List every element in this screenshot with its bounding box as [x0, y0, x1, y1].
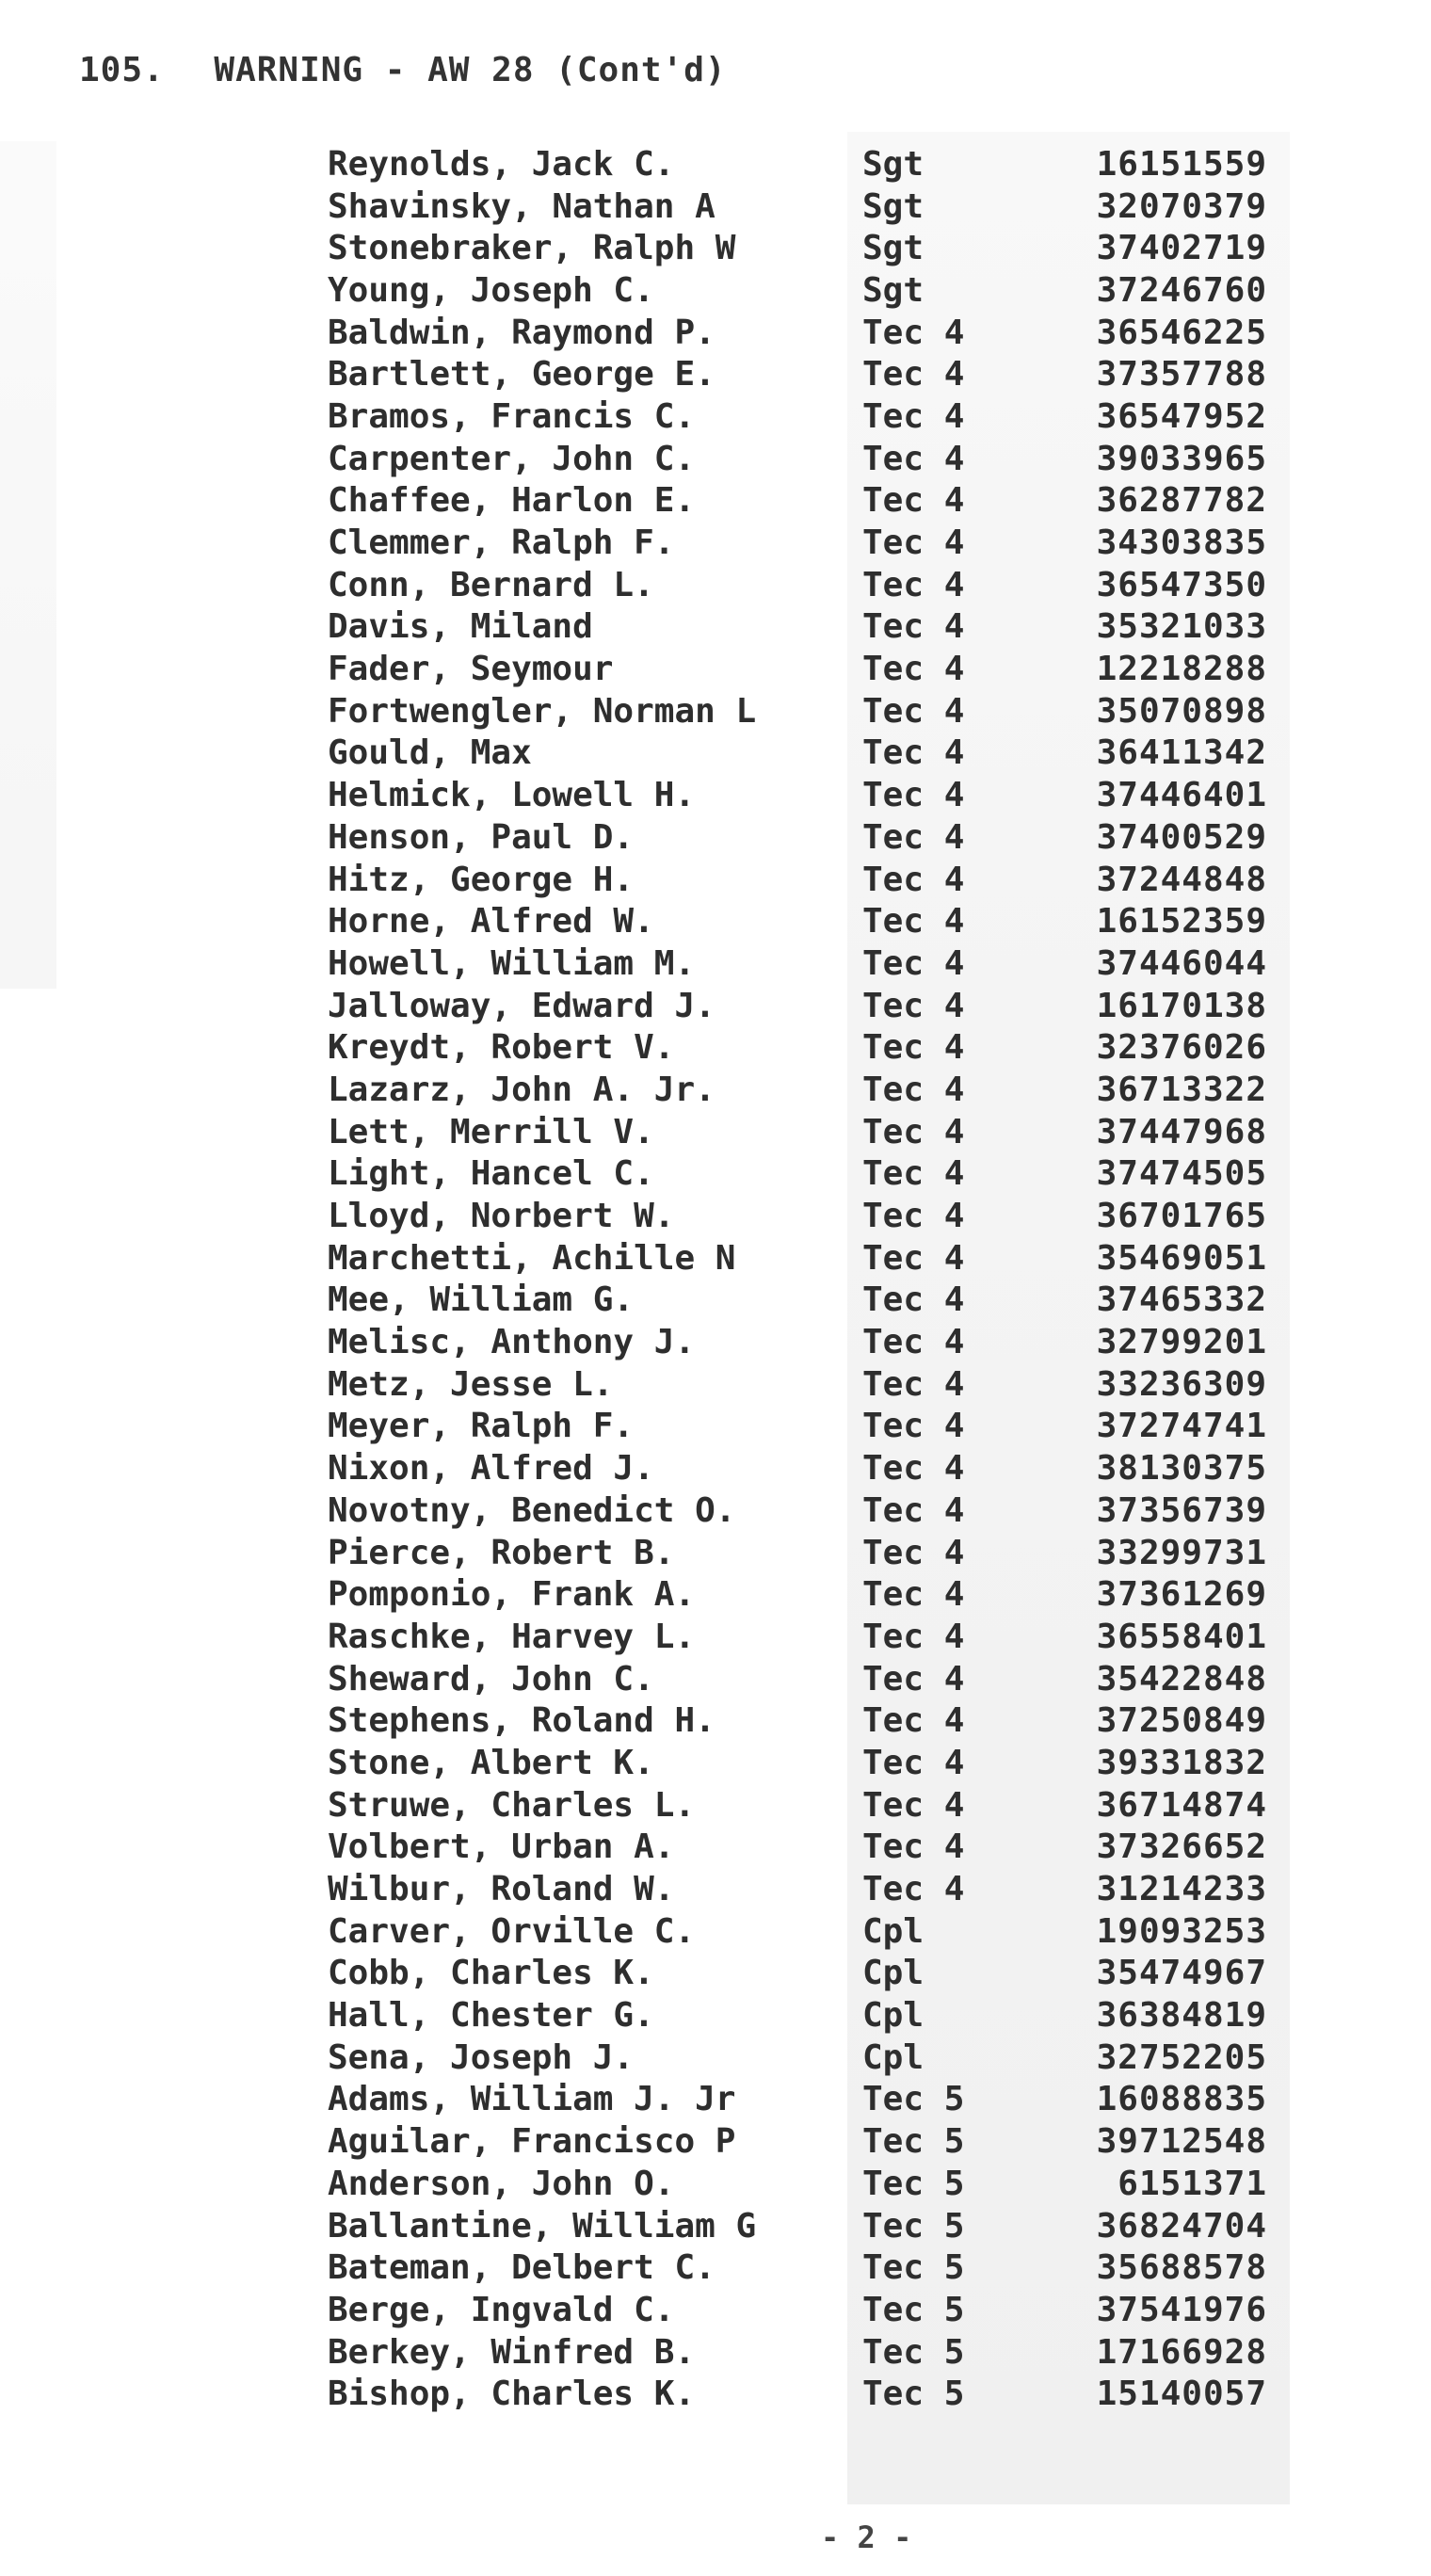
- roster-name: Aguilar, Francisco P: [328, 2122, 736, 2162]
- roster-name: Hall, Chester G.: [328, 1996, 654, 2036]
- roster-row: [328, 942, 1288, 985]
- roster-name: Stonebraker, Ralph W: [328, 229, 736, 268]
- roster-rank: Tec 5: [862, 2206, 965, 2246]
- roster-rank: Tec 4: [862, 1238, 965, 1278]
- roster-row: [328, 2163, 1288, 2205]
- roster-name: Horne, Alfred W.: [328, 902, 654, 942]
- roster-rank: Tec 4: [862, 1112, 965, 1151]
- roster-rank: Sgt: [862, 186, 925, 226]
- roster-row: [328, 1742, 1288, 1784]
- document-heading: [79, 51, 727, 89]
- roster-rank: Tec 4: [862, 817, 965, 857]
- roster-rank: Tec 4: [862, 1870, 965, 1909]
- roster-rank: Tec 4: [862, 943, 965, 983]
- roster-rank: Tec 4: [862, 1154, 965, 1194]
- roster-row: [328, 2079, 1288, 2121]
- roster-row: [328, 1532, 1288, 1574]
- roster-name: Mee, William G.: [328, 1280, 635, 1320]
- roster-name: Bartlett, George E.: [328, 355, 716, 394]
- roster-name: Raschke, Harvey L.: [328, 1617, 696, 1656]
- roster-row: [328, 648, 1288, 690]
- roster-row: [328, 1447, 1288, 1489]
- roster-name: Howell, William M.: [328, 943, 696, 983]
- roster-row: [328, 1953, 1288, 1995]
- roster-row: [328, 1363, 1288, 1406]
- roster-rank: Tec 4: [862, 902, 965, 942]
- roster-serial-number: 33299731: [1096, 1533, 1267, 1572]
- roster-name: Sena, Joseph J.: [328, 2037, 635, 2077]
- roster-row: [328, 900, 1288, 942]
- roster-row: [328, 2120, 1288, 2163]
- roster-row: [328, 1658, 1288, 1700]
- roster-name: Berge, Ingvald C.: [328, 2290, 675, 2329]
- roster-name: Chaffee, Harlon E.: [328, 481, 696, 521]
- roster-rank: Tec 4: [862, 439, 965, 478]
- roster-rank: Sgt: [862, 144, 925, 184]
- roster-serial-number: 34303835: [1096, 523, 1267, 563]
- roster-name: Young, Joseph C.: [328, 270, 654, 310]
- roster-rank: Tec 4: [862, 1743, 965, 1782]
- roster-serial-number: 37250849: [1096, 1701, 1267, 1741]
- roster-rank: Tec 4: [862, 1827, 965, 1867]
- roster-row: [328, 395, 1288, 438]
- roster-rank: Tec 4: [862, 1197, 965, 1236]
- roster-rank: Tec 4: [862, 1701, 965, 1741]
- roster-serial-number: 32799201: [1096, 1323, 1267, 1362]
- roster-rank: Tec 4: [862, 776, 965, 815]
- roster-name: Fortwengler, Norman L: [328, 691, 757, 731]
- roster-serial-number: 37357788: [1096, 355, 1267, 394]
- roster-rank: Tec 4: [862, 1449, 965, 1489]
- roster-row: [328, 1699, 1288, 1742]
- roster-name: Metz, Jesse L.: [328, 1364, 614, 1404]
- roster-rank: Tec 4: [862, 355, 965, 394]
- roster-serial-number: 36287782: [1096, 481, 1267, 521]
- heading-title: WARNING - AW 28 (Cont'd): [214, 51, 727, 89]
- roster-name: Hitz, George H.: [328, 860, 635, 899]
- roster-serial-number: 36547350: [1096, 565, 1267, 604]
- roster-row: [328, 1280, 1288, 1322]
- roster-rank: Tec 4: [862, 1364, 965, 1404]
- roster-row: [328, 1827, 1288, 1869]
- roster-serial-number: 37465332: [1096, 1280, 1267, 1320]
- roster-rank: Cpl: [862, 1911, 925, 1951]
- roster-row: [328, 2205, 1288, 2247]
- roster-serial-number: 39331832: [1096, 1743, 1267, 1782]
- roster-name: Baldwin, Raymond P.: [328, 313, 716, 352]
- roster-rank: Tec 4: [862, 565, 965, 604]
- roster-rank: Tec 4: [862, 1785, 965, 1825]
- roster-serial-number: 37326652: [1096, 1827, 1267, 1867]
- roster-serial-number: 16151559: [1096, 144, 1267, 184]
- page-number: - 2 -: [821, 2520, 912, 2555]
- roster-row: [328, 312, 1288, 354]
- roster-serial-number: 36411342: [1096, 733, 1267, 773]
- roster-row: [328, 2331, 1288, 2374]
- roster-serial-number: 35422848: [1096, 1659, 1267, 1699]
- roster-serial-number: 36824704: [1096, 2206, 1267, 2246]
- roster-row: [328, 1406, 1288, 1448]
- roster-rank: Tec 4: [862, 1070, 965, 1109]
- roster-rank: Sgt: [862, 270, 925, 310]
- roster-row: [328, 2289, 1288, 2331]
- roster-name: Pomponio, Frank A.: [328, 1575, 696, 1615]
- roster-name: Kreydt, Robert V.: [328, 1028, 675, 1068]
- roster-rank: Tec 5: [862, 2375, 965, 2414]
- roster-serial-number: 37541976: [1096, 2290, 1267, 2329]
- roster-row: [328, 816, 1288, 859]
- roster-name: Bishop, Charles K.: [328, 2375, 696, 2414]
- roster-rank: Tec 4: [862, 1575, 965, 1615]
- roster-row: [328, 690, 1288, 733]
- roster-name: Melisc, Anthony J.: [328, 1323, 696, 1362]
- roster-name: Gould, Max: [328, 733, 532, 773]
- roster-row: [328, 438, 1288, 480]
- roster-serial-number: 35321033: [1096, 607, 1267, 647]
- roster-serial-number: 15140057: [1096, 2375, 1267, 2414]
- roster-rank: Sgt: [862, 229, 925, 268]
- roster-row: [328, 1489, 1288, 1532]
- roster-name: Sheward, John C.: [328, 1659, 654, 1699]
- roster-row: [328, 353, 1288, 395]
- roster-row: [328, 185, 1288, 228]
- roster-rank: Tec 4: [862, 860, 965, 899]
- roster-name: Novotny, Benedict O.: [328, 1490, 736, 1530]
- roster-row: [328, 1026, 1288, 1069]
- roster-name: Lett, Merrill V.: [328, 1112, 654, 1151]
- roster-name: Pierce, Robert B.: [328, 1533, 675, 1572]
- roster-rank: Tec 4: [862, 1659, 965, 1699]
- roster-name: Ballantine, William G: [328, 2206, 757, 2246]
- roster-rank: Tec 4: [862, 733, 965, 773]
- roster-serial-number: 37447968: [1096, 1112, 1267, 1151]
- roster-rank: Tec 4: [862, 1617, 965, 1656]
- roster-name: Adams, William J. Jr: [328, 2080, 736, 2119]
- roster-rank: Tec 5: [862, 2332, 965, 2372]
- roster-row: [328, 2037, 1288, 2079]
- roster-name: Helmick, Lowell H.: [328, 776, 696, 815]
- roster-name: Lazarz, John A. Jr.: [328, 1070, 716, 1109]
- roster-rank: Tec 4: [862, 986, 965, 1025]
- roster-serial-number: 36558401: [1096, 1617, 1267, 1656]
- roster-serial-number: 39712548: [1096, 2122, 1267, 2162]
- roster-serial-number: 37246760: [1096, 270, 1267, 310]
- roster-row: [328, 1195, 1288, 1237]
- roster-row: [328, 1616, 1288, 1658]
- roster-rank: Tec 4: [862, 691, 965, 731]
- roster-row: [328, 227, 1288, 269]
- roster-name: Bateman, Delbert C.: [328, 2248, 716, 2288]
- roster-name: Cobb, Charles K.: [328, 1954, 654, 1993]
- roster-rank: Tec 4: [862, 523, 965, 563]
- roster-rank: Tec 4: [862, 607, 965, 647]
- roster-serial-number: 39033965: [1096, 439, 1267, 478]
- roster-row: [328, 1994, 1288, 2037]
- roster-row: [328, 606, 1288, 649]
- roster-row: [328, 564, 1288, 606]
- roster-rank: Tec 5: [862, 2080, 965, 2119]
- roster-name: Stephens, Roland H.: [328, 1701, 716, 1741]
- roster-name: Davis, Miland: [328, 607, 593, 647]
- roster-rank: Cpl: [862, 1996, 925, 2036]
- roster-rank: Tec 4: [862, 1323, 965, 1362]
- roster-name: Light, Hancel C.: [328, 1154, 654, 1194]
- roster-serial-number: 36546225: [1096, 313, 1267, 352]
- roster-row: [328, 1573, 1288, 1616]
- roster-rank: Tec 4: [862, 1280, 965, 1320]
- personnel-roster: [328, 143, 1288, 2415]
- roster-rank: Tec 4: [862, 1407, 965, 1446]
- roster-row: [328, 733, 1288, 775]
- roster-row: [328, 522, 1288, 564]
- roster-rank: Tec 4: [862, 1490, 965, 1530]
- roster-serial-number: 17166928: [1096, 2332, 1267, 2372]
- roster-row: [328, 1910, 1288, 1953]
- roster-serial-number: 37361269: [1096, 1575, 1267, 1615]
- roster-row: [328, 1237, 1288, 1280]
- roster-name: Henson, Paul D.: [328, 817, 635, 857]
- roster-serial-number: 35474967: [1096, 1954, 1267, 1993]
- roster-serial-number: 36713322: [1096, 1070, 1267, 1109]
- roster-rank: Tec 5: [862, 2290, 965, 2329]
- roster-serial-number: 37402719: [1096, 229, 1267, 268]
- roster-name: Anderson, John O.: [328, 2164, 675, 2203]
- roster-row: [328, 2246, 1288, 2289]
- roster-row: [328, 774, 1288, 816]
- roster-serial-number: 32752205: [1096, 2037, 1267, 2077]
- roster-serial-number: 31214233: [1096, 1870, 1267, 1909]
- roster-name: Shavinsky, Nathan A: [328, 186, 716, 226]
- roster-rank: Tec 4: [862, 313, 965, 352]
- paper-texture-edge: [0, 141, 56, 989]
- roster-serial-number: 16170138: [1096, 986, 1267, 1025]
- roster-row: [328, 1153, 1288, 1196]
- roster-row: [328, 269, 1288, 312]
- roster-serial-number: 36714874: [1096, 1785, 1267, 1825]
- roster-name: Bramos, Francis C.: [328, 396, 696, 436]
- roster-serial-number: 35688578: [1096, 2248, 1267, 2288]
- roster-name: Marchetti, Achille N: [328, 1238, 736, 1278]
- roster-serial-number: 37356739: [1096, 1490, 1267, 1530]
- roster-serial-number: 32376026: [1096, 1028, 1267, 1068]
- roster-row: [328, 1111, 1288, 1153]
- roster-name: Lloyd, Norbert W.: [328, 1197, 675, 1236]
- roster-row: [328, 143, 1288, 185]
- roster-serial-number: 37446401: [1096, 776, 1267, 815]
- roster-rank: Tec 5: [862, 2248, 965, 2288]
- roster-rank: Tec 4: [862, 481, 965, 521]
- roster-name: Fader, Seymour: [328, 650, 614, 689]
- roster-name: Reynolds, Jack C.: [328, 144, 675, 184]
- roster-serial-number: 35469051: [1096, 1238, 1267, 1278]
- roster-serial-number: 37446044: [1096, 943, 1267, 983]
- roster-row: [328, 859, 1288, 901]
- roster-row: [328, 1784, 1288, 1827]
- roster-name: Clemmer, Ralph F.: [328, 523, 675, 563]
- roster-rank: Tec 4: [862, 1028, 965, 1068]
- roster-row: [328, 1069, 1288, 1111]
- roster-serial-number: 6151371: [1117, 2164, 1267, 2203]
- roster-row: [328, 2373, 1288, 2415]
- roster-serial-number: 12218288: [1096, 650, 1267, 689]
- roster-row: [328, 480, 1288, 523]
- roster-name: Volbert, Urban A.: [328, 1827, 675, 1867]
- roster-rank: Tec 4: [862, 396, 965, 436]
- roster-row: [328, 985, 1288, 1027]
- roster-name: Carver, Orville C.: [328, 1911, 696, 1951]
- roster-rank: Cpl: [862, 2037, 925, 2077]
- roster-name: Struwe, Charles L.: [328, 1785, 696, 1825]
- roster-rank: Cpl: [862, 1954, 925, 1993]
- roster-rank: Tec 5: [862, 2122, 965, 2162]
- roster-serial-number: 36384819: [1096, 1996, 1267, 2036]
- roster-serial-number: 38130375: [1096, 1449, 1267, 1489]
- roster-serial-number: 35070898: [1096, 691, 1267, 731]
- roster-serial-number: 37244848: [1096, 860, 1267, 899]
- roster-serial-number: 19093253: [1096, 1911, 1267, 1951]
- roster-serial-number: 37400529: [1096, 817, 1267, 857]
- roster-serial-number: 16088835: [1096, 2080, 1267, 2119]
- roster-name: Berkey, Winfred B.: [328, 2332, 696, 2372]
- roster-name: Carpenter, John C.: [328, 439, 696, 478]
- roster-serial-number: 32070379: [1096, 186, 1267, 226]
- roster-name: Stone, Albert K.: [328, 1743, 654, 1782]
- roster-serial-number: 36701765: [1096, 1197, 1267, 1236]
- roster-name: Nixon, Alfred J.: [328, 1449, 654, 1489]
- roster-rank: Tec 4: [862, 650, 965, 689]
- roster-rank: Tec 5: [862, 2164, 965, 2203]
- roster-rank: Tec 4: [862, 1533, 965, 1572]
- roster-row: [328, 1868, 1288, 1910]
- roster-serial-number: 37474505: [1096, 1154, 1267, 1194]
- roster-name: Meyer, Ralph F.: [328, 1407, 635, 1446]
- roster-serial-number: 37274741: [1096, 1407, 1267, 1446]
- roster-name: Conn, Bernard L.: [328, 565, 654, 604]
- roster-serial-number: 36547952: [1096, 396, 1267, 436]
- roster-row: [328, 1321, 1288, 1363]
- roster-name: Wilbur, Roland W.: [328, 1870, 675, 1909]
- roster-serial-number: 16152359: [1096, 902, 1267, 942]
- roster-name: Jalloway, Edward J.: [328, 986, 716, 1025]
- roster-serial-number: 33236309: [1096, 1364, 1267, 1404]
- paragraph-number: 105.: [79, 51, 165, 89]
